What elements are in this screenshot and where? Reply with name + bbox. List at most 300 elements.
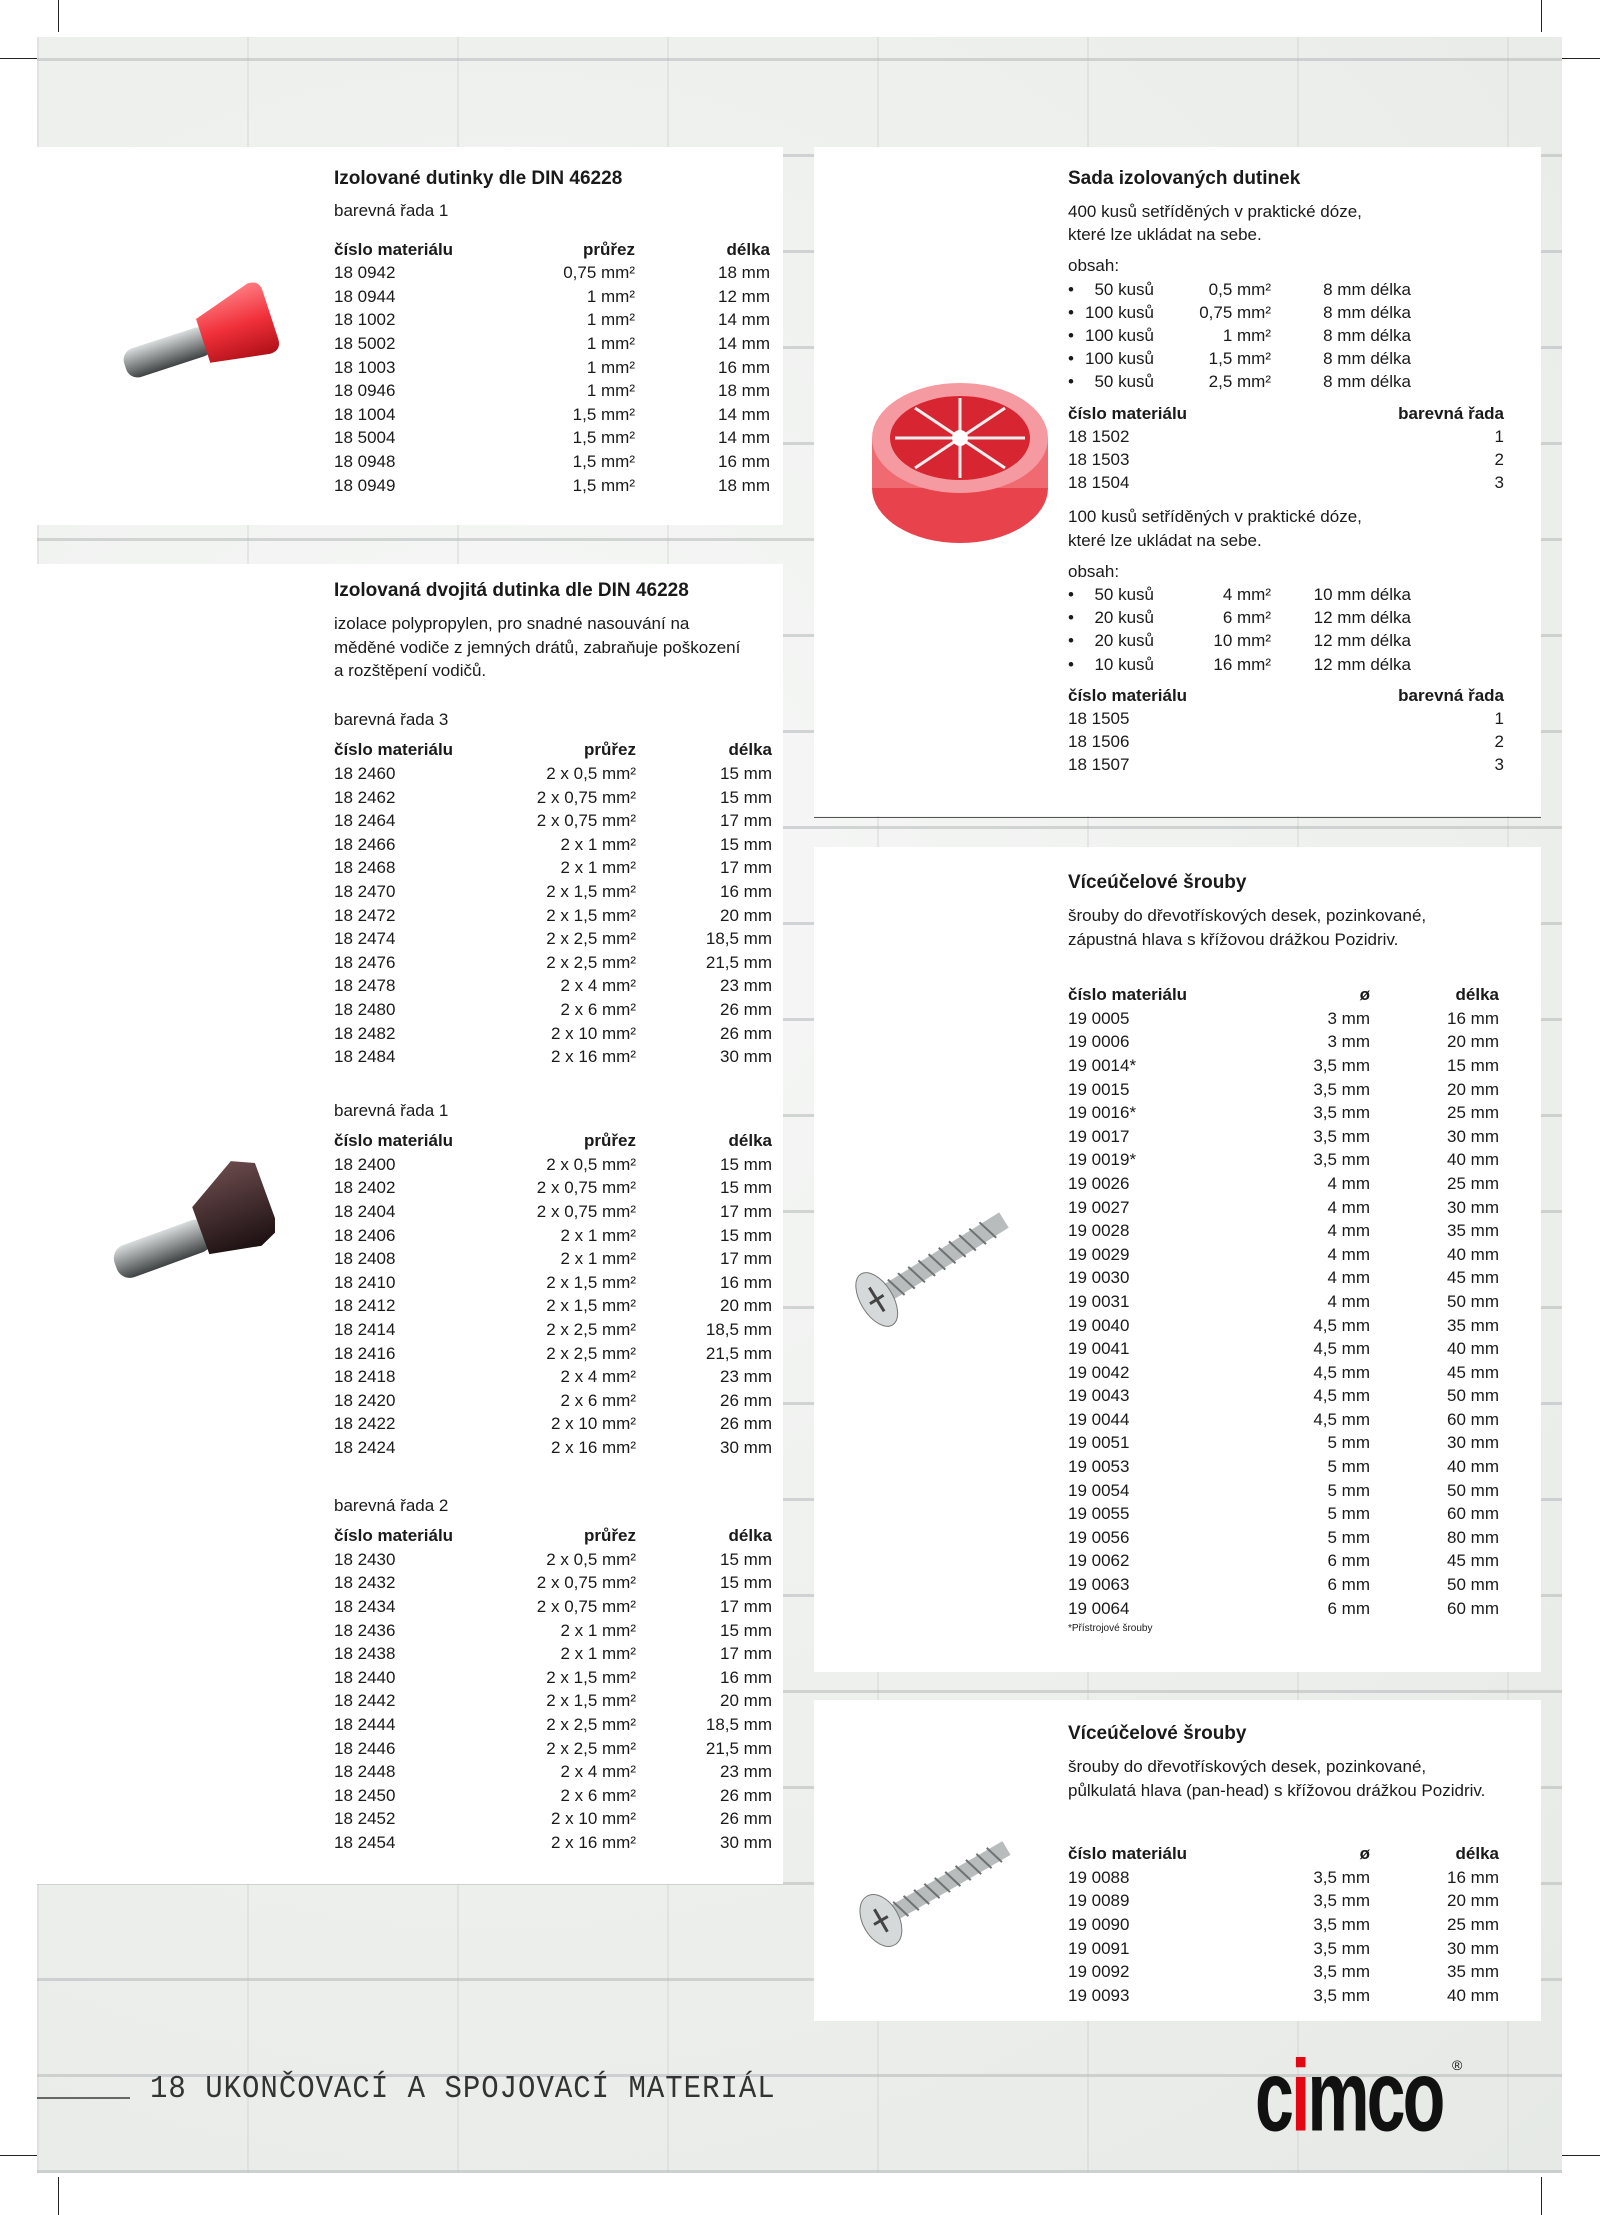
table-row: [1068, 1479, 1508, 1503]
table-cell: 21,5 mm: [705, 1343, 772, 1363]
table-cell: 16 mm: [718, 357, 770, 377]
table-cell: 18 2424: [334, 1438, 396, 1457]
table-cell: 19 0026: [1068, 1173, 1130, 1193]
table-cell: •: [1068, 608, 1074, 628]
table-cell: 60 mm: [1447, 1409, 1499, 1429]
column-header: délka: [728, 740, 772, 760]
table-cell: 19 0088: [1068, 1867, 1130, 1887]
column-header: délka: [1455, 985, 1499, 1005]
color-series-label: barevná řada 1: [334, 201, 449, 220]
table-cell: 1,5 mm²: [572, 475, 635, 495]
contents-list: [1068, 583, 1508, 676]
crop-mark: [58, 0, 59, 32]
table-cell: 19 0064: [1068, 1598, 1130, 1618]
table-cell: 1 mm²: [586, 381, 635, 401]
table-row: [1068, 1502, 1508, 1526]
table-row: [334, 1436, 774, 1460]
table-row: [334, 1153, 774, 1177]
column-header: ø: [1359, 1844, 1370, 1864]
table-row: [1068, 1148, 1508, 1172]
table-cell: 8 mm délka: [1323, 326, 1411, 346]
table-cell: 19 0015: [1068, 1079, 1130, 1099]
table-row: [334, 1571, 774, 1595]
table-row: [1068, 1196, 1508, 1220]
table-cell: 18 2468: [334, 858, 396, 878]
table-cell: 15 mm: [720, 834, 772, 854]
table-row: [334, 1807, 774, 1831]
column-header: průřez: [584, 1526, 636, 1546]
table-cell: 4,5 mm: [1313, 1315, 1370, 1335]
table-row: [334, 762, 774, 786]
table-cell: 19 0042: [1068, 1362, 1130, 1382]
table-cell: 4 mm: [1327, 1173, 1370, 1193]
table-row: [334, 1760, 774, 1784]
table-row: [1068, 1030, 1508, 1054]
table-header: [334, 1524, 774, 1548]
table-cell: 2 x 2,5 mm²: [546, 952, 636, 972]
table-cell: 6 mm²: [1222, 608, 1271, 628]
table-row: [1068, 1007, 1508, 1031]
crop-mark: [58, 2177, 59, 2215]
table-cell: 19 0051: [1068, 1433, 1130, 1453]
table-cell: 3,5 mm: [1313, 1103, 1370, 1123]
table-cell: 0,75 mm²: [563, 263, 635, 283]
table-cell: 5 mm: [1327, 1457, 1370, 1477]
table-cell: 50 mm: [1447, 1291, 1499, 1311]
table-row: [1068, 1597, 1508, 1621]
table-cell: 2 x 1,5 mm²: [546, 905, 636, 925]
table-cell: 19 0017: [1068, 1126, 1130, 1146]
table-row: [334, 1200, 774, 1224]
table-cell: 5 mm: [1327, 1433, 1370, 1453]
table-row: [334, 786, 774, 810]
table-cell: 19 0030: [1068, 1268, 1130, 1288]
table-row: [1068, 1937, 1508, 1961]
table-cell: 19 0028: [1068, 1221, 1130, 1241]
table-cell: 18 2402: [334, 1178, 396, 1198]
table-cell: 30 mm: [1447, 1126, 1499, 1146]
table-cell: 2 x 4 mm²: [560, 976, 636, 996]
countersunk-screw-image: [838, 1198, 1020, 1338]
table-cell: 18 2412: [334, 1296, 396, 1316]
table-cell: 18 2434: [334, 1596, 396, 1616]
table-row: [334, 974, 774, 998]
table-header: [334, 1129, 774, 1153]
table-row: [1068, 1243, 1508, 1267]
table-row: [334, 856, 774, 880]
table-cell: 25 mm: [1447, 1103, 1499, 1123]
table-cell: 18 2400: [334, 1154, 396, 1174]
table-cell: 17 mm: [720, 858, 772, 878]
table-cell: 12 mm délka: [1313, 608, 1411, 628]
table-cell: 20 mm: [720, 905, 772, 925]
crop-mark: [1541, 2177, 1542, 2215]
ferrules-table: [334, 238, 774, 498]
table-cell: 2 x 0,75 mm²: [536, 1178, 636, 1198]
table-cell: 18 2432: [334, 1573, 396, 1593]
table-cell: 2 x 0,5 mm²: [546, 1154, 636, 1174]
table-cell: 4,5 mm: [1313, 1339, 1370, 1359]
table-cell: 2 x 0,75 mm²: [536, 1573, 636, 1593]
crop-mark: [1562, 58, 1600, 59]
table-cell: 2 x 1,5 mm²: [546, 1667, 636, 1687]
ferrule-red-image: [110, 280, 280, 385]
table-cell: 2 x 1 mm²: [560, 1620, 636, 1640]
table-row: [334, 1548, 774, 1572]
table-cell: 2 x 2,5 mm²: [546, 1714, 636, 1734]
table-cell: 18 1505: [1068, 709, 1130, 729]
ferrule-set-box-image: [865, 378, 1055, 546]
table-cell: 15 mm: [720, 1178, 772, 1198]
color-series-label: barevná řada 1: [334, 1100, 449, 1120]
table-cell: 10 mm délka: [1313, 585, 1411, 605]
table-cell: 100 kusů: [1085, 326, 1154, 346]
table-cell: 18 2444: [334, 1714, 396, 1734]
table-cell: 6 mm: [1327, 1598, 1370, 1618]
table-row: [334, 904, 774, 928]
section-description: izolace polypropylen, pro snadné nasouvání na měděné vodiče z jemných drátů, zabraňuje poškození a rozštěpení vodičů.: [334, 614, 741, 681]
section-title: Izolovaná dvojitá dutinka dle DIN 46228: [334, 580, 689, 601]
table-row: [1068, 1314, 1508, 1338]
table-row: [334, 379, 774, 403]
table-cell: 45 mm: [1447, 1551, 1499, 1571]
table-cell: 16 mm: [720, 881, 772, 901]
table-cell: 2,5 mm²: [1208, 372, 1271, 392]
table-cell: •: [1068, 326, 1074, 346]
table-cell: 2 x 1,5 mm²: [546, 881, 636, 901]
table-cell: 60 mm: [1447, 1504, 1499, 1524]
table-cell: 18 2480: [334, 999, 396, 1019]
table-cell: 19 0040: [1068, 1315, 1130, 1335]
table-cell: 2 x 6 mm²: [560, 1390, 636, 1410]
table-cell: 2 x 0,75 mm²: [536, 811, 636, 831]
column-header: průřez: [583, 239, 635, 259]
table-row: [1068, 1549, 1508, 1573]
table-row: [334, 833, 774, 857]
table-row: [334, 1642, 774, 1666]
table-cell: 3,5 mm: [1313, 1079, 1370, 1099]
table-cell: 50 kusů: [1094, 279, 1154, 299]
section-description: šrouby do dřevotřískových desek, pozinkované, půlkulatá hlava (pan-head) s křížovou drážkou Pozidriv.: [1068, 1757, 1486, 1800]
table-row: [334, 1294, 774, 1318]
contents-item: [1068, 629, 1508, 652]
section-title: Izolované dutinky dle DIN 46228: [334, 168, 623, 189]
table-cell: 2 x 1,5 mm²: [546, 1296, 636, 1316]
table-cell: 5 mm: [1327, 1527, 1370, 1547]
table-row: [334, 1737, 774, 1761]
column-header: délka: [728, 1131, 772, 1151]
table-row: [1068, 448, 1508, 471]
table-cell: 17 mm: [720, 1249, 772, 1269]
table-row: [1068, 1290, 1508, 1314]
twin-ferrule-brown-image: [100, 1160, 275, 1290]
table-row: [1068, 1101, 1508, 1125]
table-cell: 3,5 mm: [1313, 1055, 1370, 1075]
section-title: Víceúčelové šrouby: [1068, 1723, 1247, 1744]
table-cell: 18 5002: [334, 333, 396, 353]
table-cell: 20 mm: [1447, 1891, 1499, 1911]
table-row: [1068, 1054, 1508, 1078]
table-cell: 15 mm: [720, 1225, 772, 1245]
table-cell: 15 mm: [1447, 1055, 1499, 1075]
twin-ferrule-groups: [334, 708, 774, 1855]
section-title: Sada izolovaných dutinek: [1068, 168, 1301, 189]
table-cell: 18 2416: [334, 1343, 396, 1363]
color-series-label: barevná řada 3: [334, 709, 449, 729]
table-cell: 18 1003: [334, 357, 396, 377]
table-cell: 3,5 mm: [1313, 1914, 1370, 1934]
screws-countersunk-table: [1068, 983, 1508, 1620]
table-row: [334, 308, 774, 332]
table-row: [334, 1247, 774, 1271]
table-cell: 16 mm: [1447, 1867, 1499, 1887]
footer-rule: [37, 2097, 130, 2099]
table-cell: 50 mm: [1447, 1575, 1499, 1595]
table-header: [1068, 684, 1508, 707]
table-cell: 2 x 16 mm²: [550, 1438, 636, 1457]
table-cell: 18 2418: [334, 1367, 396, 1387]
table-header: [1068, 983, 1508, 1007]
table-cell: 2 x 0,75 mm²: [536, 787, 636, 807]
table-row: [334, 1713, 774, 1737]
column-header: číslo materiálu: [1068, 685, 1188, 705]
table-cell: 18,5 mm: [705, 929, 772, 949]
table-row: [1068, 1960, 1508, 1984]
table-cell: 3 mm: [1327, 1008, 1370, 1028]
table-cell: 18 2476: [334, 952, 396, 972]
table-cell: 10 kusů: [1094, 654, 1154, 674]
table-cell: 18 1506: [1068, 732, 1130, 752]
table-row: [334, 1365, 774, 1389]
table-cell: 12 mm délka: [1313, 631, 1411, 651]
table-cell: 18 2452: [334, 1809, 396, 1829]
table-cell: 1,5 mm²: [572, 451, 635, 471]
table-cell: 3,5 mm: [1313, 1867, 1370, 1887]
table-cell: 20 mm: [1447, 1079, 1499, 1099]
table-cell: 50 kusů: [1094, 372, 1154, 392]
table-cell: 18 2454: [334, 1832, 396, 1852]
table-cell: 45 mm: [1447, 1268, 1499, 1288]
table-cell: 12 mm: [718, 286, 770, 306]
table-row: [334, 1022, 774, 1046]
table-cell: 18 0944: [334, 286, 396, 306]
table-cell: 18 2464: [334, 811, 396, 831]
table-cell: 3,5 mm: [1313, 1985, 1370, 2005]
table-cell: 4,5 mm: [1313, 1362, 1370, 1382]
table-cell: 2 x 2,5 mm²: [546, 1320, 636, 1340]
table-row: [1068, 471, 1508, 494]
table-cell: 18,5 mm: [705, 1320, 772, 1340]
table-header: [1068, 402, 1508, 425]
table-cell: 19 0089: [1068, 1891, 1130, 1911]
table-cell: 4,5 mm: [1313, 1386, 1370, 1406]
table-cell: •: [1068, 279, 1074, 299]
table-cell: 26 mm: [720, 1390, 772, 1410]
table-cell: •: [1068, 349, 1074, 369]
crop-mark: [0, 2155, 37, 2156]
column-header: barevná řada: [1398, 685, 1504, 705]
divider: [814, 817, 1541, 818]
table-cell: 30 mm: [720, 1438, 772, 1457]
table-cell: 18 2440: [334, 1667, 396, 1687]
table-row: [1068, 1384, 1508, 1408]
table-cell: 40 mm: [1447, 1150, 1499, 1170]
table-cell: 19 0056: [1068, 1527, 1130, 1547]
table-cell: 2 x 6 mm²: [560, 1785, 636, 1805]
column-header: číslo materiálu: [334, 740, 454, 760]
table-cell: 2 x 10 mm²: [550, 1023, 636, 1043]
table-cell: 26 mm: [720, 1785, 772, 1805]
table-cell: 40 mm: [1447, 1339, 1499, 1359]
column-header: číslo materiálu: [1068, 1844, 1188, 1864]
table-cell: 5 mm: [1327, 1480, 1370, 1500]
table-cell: 18 mm: [718, 381, 770, 401]
table-cell: 18 2484: [334, 1047, 396, 1067]
table-row: [334, 261, 774, 285]
table-cell: 26 mm: [720, 999, 772, 1019]
table-cell: 18 2414: [334, 1320, 396, 1340]
twin-ferrules-table: [334, 1129, 774, 1459]
table-cell: 30 mm: [720, 1832, 772, 1852]
table-cell: 2 x 6 mm²: [560, 999, 636, 1019]
set-description: 400 kusů setříděných v praktické dóze, které lze ukládat na sebe.: [1068, 202, 1362, 245]
table-row: [1068, 1431, 1508, 1455]
table-row: [334, 1176, 774, 1200]
table-cell: 19 0027: [1068, 1197, 1130, 1217]
table-cell: 2 x 2,5 mm²: [546, 1738, 636, 1758]
table-cell: 14 mm: [718, 428, 770, 448]
contents-label: obsah:: [1068, 256, 1120, 276]
contents-item: [1068, 583, 1508, 606]
table-cell: 2 x 1,5 mm²: [546, 1691, 636, 1711]
contents-item: [1068, 324, 1508, 347]
table-cell: 2 x 10 mm²: [550, 1414, 636, 1434]
table-cell: 18 2482: [334, 1023, 396, 1043]
table-cell: •: [1068, 372, 1074, 392]
table-cell: 4 mm²: [1222, 585, 1271, 605]
table-cell: •: [1068, 302, 1074, 322]
table-row: [334, 1666, 774, 1690]
table-cell: 18 5004: [334, 428, 396, 448]
table-header: [334, 738, 774, 762]
column-header: číslo materiálu: [334, 1526, 454, 1546]
table-cell: 18 mm: [718, 475, 770, 495]
footnote: *Přístrojové šrouby: [1068, 1623, 1153, 1635]
table-cell: 2 x 10 mm²: [550, 1809, 636, 1829]
table-cell: 19 0031: [1068, 1291, 1130, 1311]
contents-label: obsah:: [1068, 561, 1120, 581]
table-cell: 19 0092: [1068, 1962, 1130, 1982]
table-row: [334, 1342, 774, 1366]
section-description: šrouby do dřevotřískových desek, pozinkované, zápustná hlava s křížovou drážkou Pozidriv.: [1068, 906, 1427, 949]
column-header: barevná řada: [1398, 403, 1504, 423]
table-header: [334, 238, 774, 262]
table-cell: 14 mm: [718, 310, 770, 330]
table-cell: 40 mm: [1447, 1985, 1499, 2005]
table-cell: 6 mm: [1327, 1551, 1370, 1571]
table-cell: 3: [1494, 473, 1504, 493]
table-cell: 19 0014*: [1068, 1055, 1137, 1075]
table-cell: 35 mm: [1447, 1315, 1499, 1335]
table-cell: 19 0062: [1068, 1551, 1130, 1571]
table-row: [334, 450, 774, 474]
table-row: [1068, 1172, 1508, 1196]
table-row: [334, 285, 774, 309]
table-cell: 1 mm²: [586, 357, 635, 377]
table-cell: 18 2460: [334, 763, 396, 783]
table-cell: 20 kusů: [1094, 608, 1154, 628]
table-cell: 4 mm: [1327, 1291, 1370, 1311]
table-cell: 16 mm: [718, 451, 770, 471]
table-row: [1068, 1526, 1508, 1550]
table-cell: 18 1502: [1068, 426, 1130, 446]
table-cell: 100 kusů: [1085, 302, 1154, 322]
table-row: [1068, 1573, 1508, 1597]
table-cell: 18 0946: [334, 381, 396, 401]
table-cell: 0,5 mm²: [1208, 279, 1271, 299]
table-cell: 80 mm: [1447, 1527, 1499, 1547]
table-header: [1068, 1842, 1508, 1866]
table-cell: 26 mm: [720, 1809, 772, 1829]
table-cell: 2 x 0,5 mm²: [546, 1549, 636, 1569]
table-cell: 18 2474: [334, 929, 396, 949]
table-cell: 1: [1494, 426, 1504, 446]
table-cell: 2 x 4 mm²: [560, 1367, 636, 1387]
table-cell: 15 mm: [720, 1549, 772, 1569]
table-cell: 8 mm délka: [1323, 279, 1411, 299]
table-cell: 3,5 mm: [1313, 1938, 1370, 1958]
table-row: [1068, 1889, 1508, 1913]
table-cell: 6 mm: [1327, 1575, 1370, 1595]
column-header: průřez: [584, 740, 636, 760]
section-title: Víceúčelové šrouby: [1068, 872, 1247, 893]
table-cell: 4 mm: [1327, 1221, 1370, 1241]
table-cell: 30 mm: [1447, 1433, 1499, 1453]
table-cell: 18 2422: [334, 1414, 396, 1434]
table-cell: 18 2420: [334, 1390, 396, 1410]
table-cell: 18 0948: [334, 451, 396, 471]
table-cell: 18,5 mm: [705, 1714, 772, 1734]
contents-item: [1068, 278, 1508, 301]
table-cell: 1 mm²: [586, 333, 635, 353]
table-cell: 2 x 2,5 mm²: [546, 929, 636, 949]
table-cell: 16 mm: [720, 1272, 772, 1292]
section-screws-panhead: [1068, 1722, 1508, 2007]
crop-mark: [1562, 2155, 1600, 2156]
contents-item: [1068, 370, 1508, 393]
table-row: [1068, 1219, 1508, 1243]
table-cell: 19 0016*: [1068, 1103, 1137, 1123]
table-cell: 18 0942: [334, 263, 396, 283]
table-cell: 2 x 16 mm²: [550, 1832, 636, 1852]
table-cell: 4 mm: [1327, 1244, 1370, 1264]
set-description: 100 kusů setříděných v praktické dóze, které lze ukládat na sebe.: [1068, 507, 1362, 550]
table-row: [334, 1595, 774, 1619]
table-cell: 19 0093: [1068, 1985, 1130, 2005]
table-cell: 60 mm: [1447, 1598, 1499, 1618]
table-cell: 23 mm: [720, 1367, 772, 1387]
table-row: [334, 927, 774, 951]
table-cell: 19 0090: [1068, 1914, 1130, 1934]
table-row: [334, 1389, 774, 1413]
table-cell: 21,5 mm: [705, 1738, 772, 1758]
ferrule-set-table: [1068, 684, 1508, 777]
table-cell: 4 mm: [1327, 1268, 1370, 1288]
column-header: průřez: [584, 1131, 636, 1151]
table-cell: 20 mm: [720, 1691, 772, 1711]
table-cell: 45 mm: [1447, 1362, 1499, 1382]
table-cell: 40 mm: [1447, 1244, 1499, 1264]
